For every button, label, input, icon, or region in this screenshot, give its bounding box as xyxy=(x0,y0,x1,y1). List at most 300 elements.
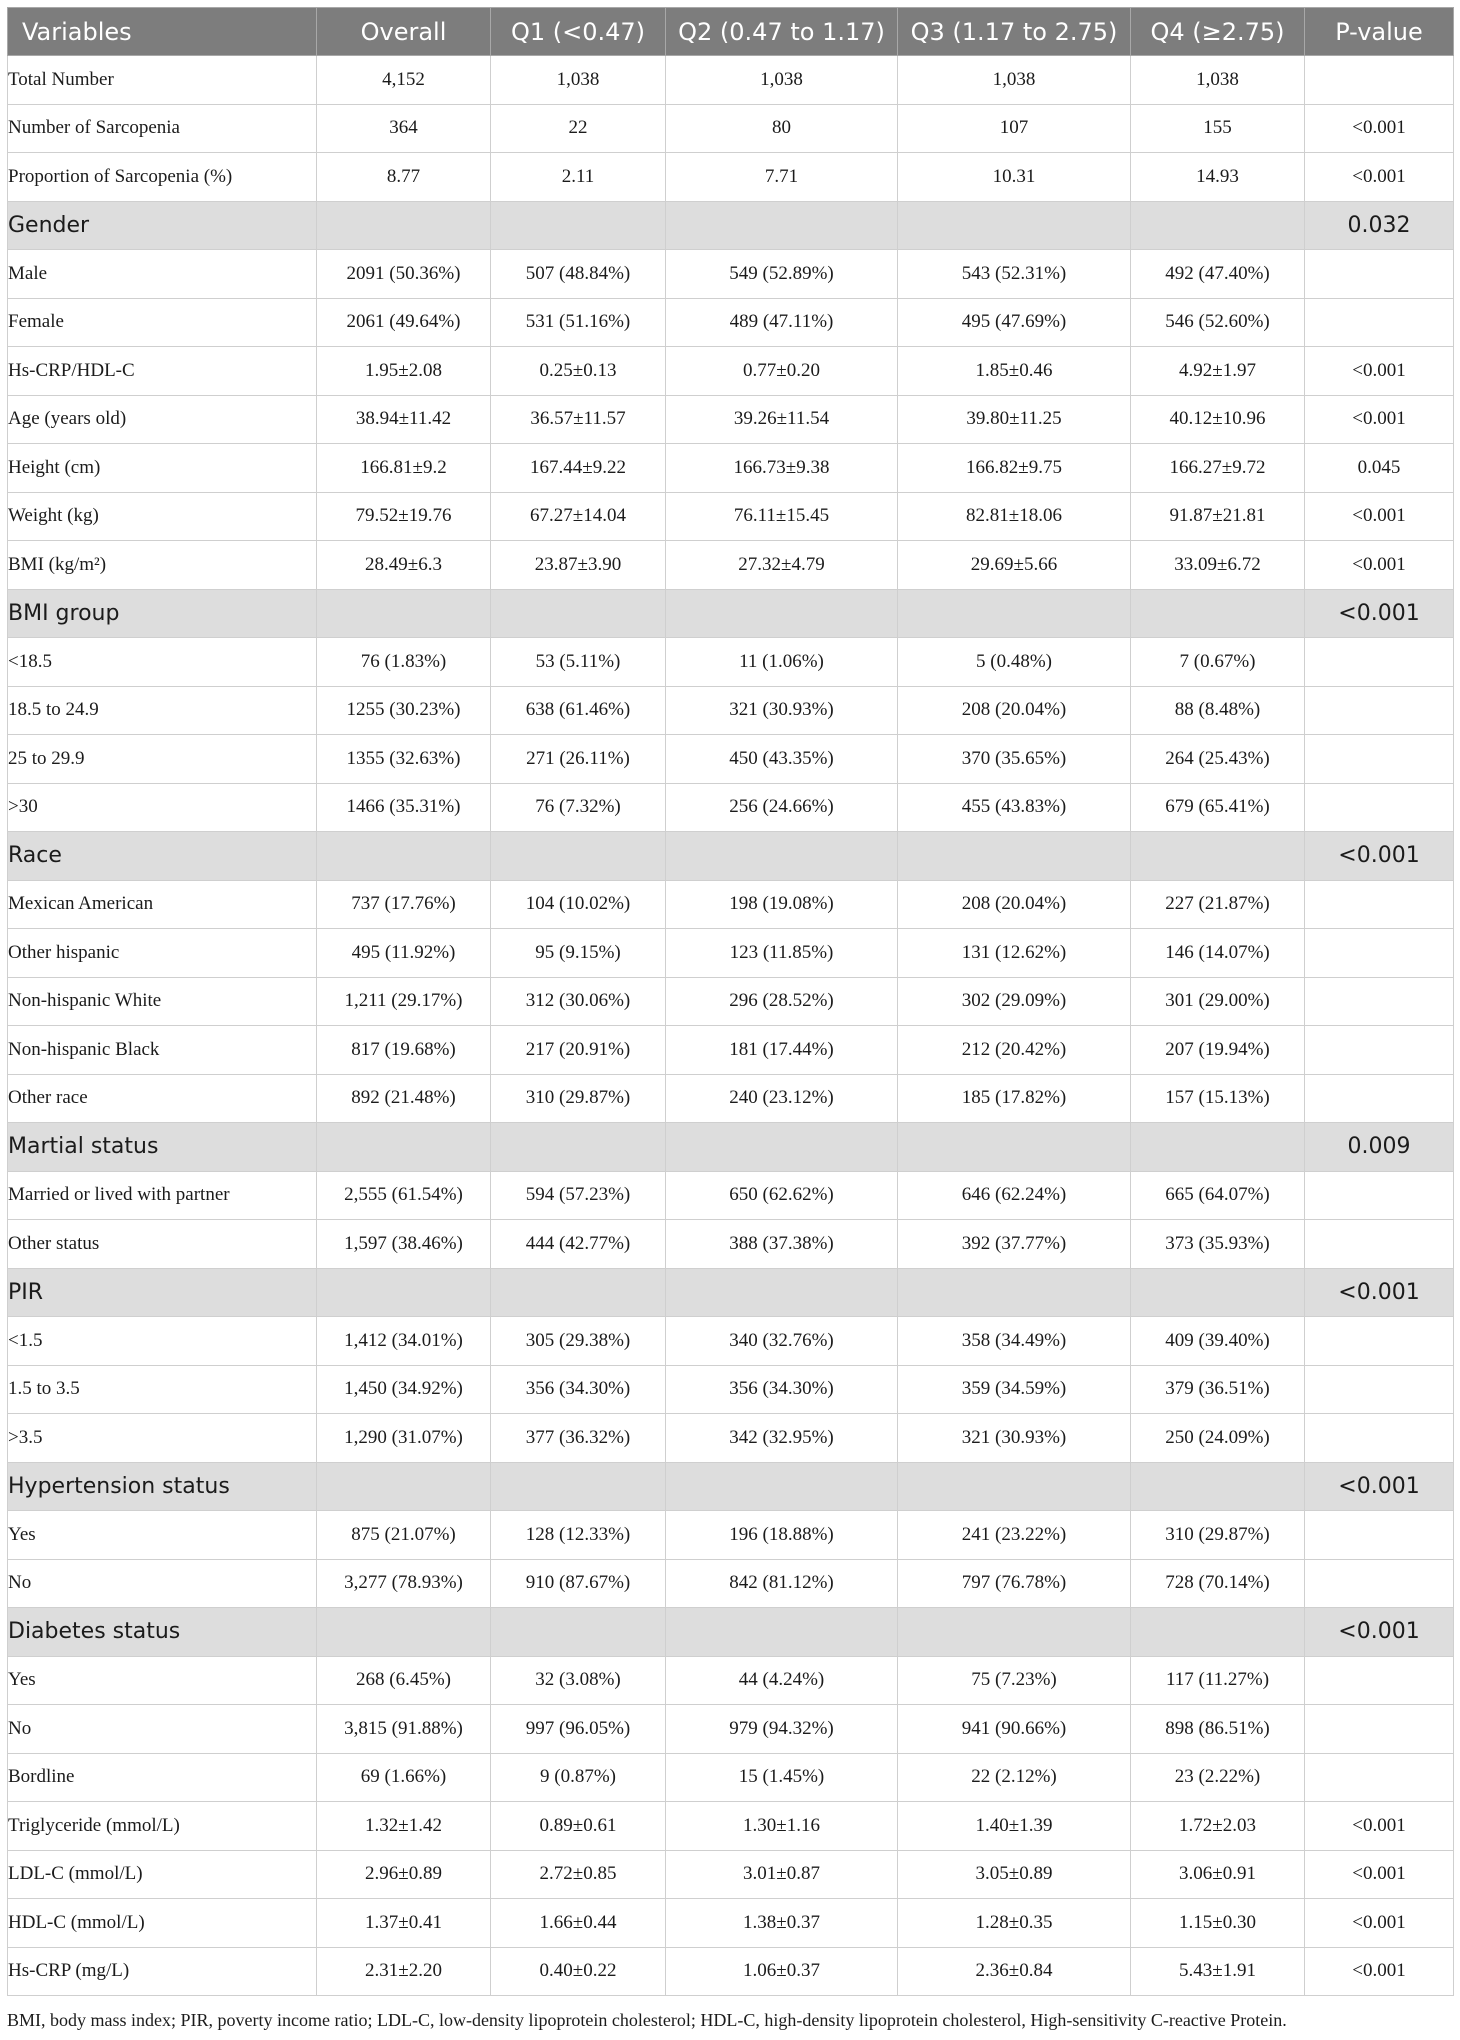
cell-p-value: <0.001 xyxy=(1305,589,1454,638)
table-row xyxy=(8,56,1454,105)
table-row xyxy=(8,1317,1454,1366)
table-row xyxy=(8,395,1454,444)
table-row xyxy=(8,444,1454,493)
cell-q4: 665 (64.07%) xyxy=(1131,1171,1305,1220)
cell-p-value xyxy=(1305,1074,1454,1123)
cell-q3: 370 (35.65%) xyxy=(898,735,1131,784)
cell-q4: 310 (29.87%) xyxy=(1131,1511,1305,1560)
cell-q2: 3.01±0.87 xyxy=(666,1850,898,1899)
table-row xyxy=(8,1899,1454,1948)
cell-overall: 817 (19.68%) xyxy=(317,1026,491,1075)
cell-q2 xyxy=(666,201,898,250)
cell-q1: 305 (29.38%) xyxy=(491,1317,666,1366)
cell-q4: 146 (14.07%) xyxy=(1131,929,1305,978)
cell-overall: 268 (6.45%) xyxy=(317,1656,491,1705)
table-header-row xyxy=(8,8,1454,56)
cell-q4: 14.93 xyxy=(1131,153,1305,202)
cell-q1: 638 (61.46%) xyxy=(491,686,666,735)
cell-variable: Other race xyxy=(8,1074,317,1123)
cell-q1: 444 (42.77%) xyxy=(491,1220,666,1269)
table-body xyxy=(8,56,1454,1996)
cell-variable: <1.5 xyxy=(8,1317,317,1366)
cell-q4 xyxy=(1131,1462,1305,1511)
cell-variable: >3.5 xyxy=(8,1414,317,1463)
cell-p-value xyxy=(1305,298,1454,347)
cell-q4: 227 (21.87%) xyxy=(1131,880,1305,929)
cell-q2: 44 (4.24%) xyxy=(666,1656,898,1705)
cell-q4: 207 (19.94%) xyxy=(1131,1026,1305,1075)
cell-q2: 198 (19.08%) xyxy=(666,880,898,929)
cell-q1: 997 (96.05%) xyxy=(491,1705,666,1754)
header-q4: Q4 (≥2.75) xyxy=(1131,8,1305,56)
cell-q2 xyxy=(666,1608,898,1657)
cell-q1 xyxy=(491,201,666,250)
table-footnote: BMI, body mass index; PIR, poverty income ratio; LDL-C, low-density lipoprotein cholesterol; HDL-C, high-density lipoprotein cholesterol, High-sensitivity C-reactive Protein. xyxy=(7,2010,1287,2030)
cell-p-value: 0.045 xyxy=(1305,444,1454,493)
cell-overall: 79.52±19.76 xyxy=(317,492,491,541)
cell-q2 xyxy=(666,1268,898,1317)
cell-overall: 69 (1.66%) xyxy=(317,1753,491,1802)
cell-q1: 217 (20.91%) xyxy=(491,1026,666,1075)
header-q1: Q1 (<0.47) xyxy=(491,8,666,56)
cell-q2: 166.73±9.38 xyxy=(666,444,898,493)
group-header-row xyxy=(8,1608,1454,1657)
table-row xyxy=(8,347,1454,396)
cell-q1: 507 (48.84%) xyxy=(491,250,666,299)
cell-q4 xyxy=(1131,832,1305,881)
cell-q2: 1.30±1.16 xyxy=(666,1802,898,1851)
table-row xyxy=(8,1026,1454,1075)
cell-q3 xyxy=(898,1268,1131,1317)
cell-q1: 128 (12.33%) xyxy=(491,1511,666,1560)
cell-overall: 1,450 (34.92%) xyxy=(317,1365,491,1414)
cell-p-value xyxy=(1305,1317,1454,1366)
cell-q3: 5 (0.48%) xyxy=(898,638,1131,687)
cell-q4 xyxy=(1131,1608,1305,1657)
table-row xyxy=(8,1074,1454,1123)
cell-q4: 155 xyxy=(1131,104,1305,153)
cell-variable: Martial status xyxy=(8,1123,317,1172)
cell-q3: 75 (7.23%) xyxy=(898,1656,1131,1705)
cell-q1: 95 (9.15%) xyxy=(491,929,666,978)
table-row xyxy=(8,638,1454,687)
cell-overall: 1466 (35.31%) xyxy=(317,783,491,832)
cell-q4: 1,038 xyxy=(1131,56,1305,105)
cell-q1 xyxy=(491,1268,666,1317)
cell-q4: 492 (47.40%) xyxy=(1131,250,1305,299)
cell-p-value: <0.001 xyxy=(1305,832,1454,881)
cell-q1: 0.89±0.61 xyxy=(491,1802,666,1851)
cell-variable: Yes xyxy=(8,1656,317,1705)
cell-q3: 495 (47.69%) xyxy=(898,298,1131,347)
header-variables: Variables xyxy=(8,8,317,56)
table-row xyxy=(8,250,1454,299)
cell-p-value xyxy=(1305,686,1454,735)
cell-overall: 3,815 (91.88%) xyxy=(317,1705,491,1754)
table-row xyxy=(8,1656,1454,1705)
cell-q2: 27.32±4.79 xyxy=(666,541,898,590)
cell-q3: 358 (34.49%) xyxy=(898,1317,1131,1366)
cell-q4: 23 (2.22%) xyxy=(1131,1753,1305,1802)
cell-overall xyxy=(317,589,491,638)
cell-q3: 22 (2.12%) xyxy=(898,1753,1131,1802)
cell-q4: 728 (70.14%) xyxy=(1131,1559,1305,1608)
cell-p-value: <0.001 xyxy=(1305,1899,1454,1948)
cell-variable: Other status xyxy=(8,1220,317,1269)
cell-q3: 392 (37.77%) xyxy=(898,1220,1131,1269)
cell-q4: 373 (35.93%) xyxy=(1131,1220,1305,1269)
cell-variable: Triglyceride (mmol/L) xyxy=(8,1802,317,1851)
cell-q3: 941 (90.66%) xyxy=(898,1705,1131,1754)
cell-p-value xyxy=(1305,1753,1454,1802)
cell-overall xyxy=(317,1608,491,1657)
cell-overall: 2091 (50.36%) xyxy=(317,250,491,299)
cell-q3: 39.80±11.25 xyxy=(898,395,1131,444)
table-row xyxy=(8,1753,1454,1802)
cell-q2: 489 (47.11%) xyxy=(666,298,898,347)
cell-q2: 11 (1.06%) xyxy=(666,638,898,687)
cell-q2: 256 (24.66%) xyxy=(666,783,898,832)
cell-q4: 546 (52.60%) xyxy=(1131,298,1305,347)
cell-variable: 18.5 to 24.9 xyxy=(8,686,317,735)
cell-p-value: <0.001 xyxy=(1305,1947,1454,1996)
cell-variable: Race xyxy=(8,832,317,881)
cell-q4: 91.87±21.81 xyxy=(1131,492,1305,541)
cell-q3: 2.36±0.84 xyxy=(898,1947,1131,1996)
table-row xyxy=(8,686,1454,735)
cell-q4: 301 (29.00%) xyxy=(1131,977,1305,1026)
cell-q3: 646 (62.24%) xyxy=(898,1171,1131,1220)
cell-q4: 1.15±0.30 xyxy=(1131,1899,1305,1948)
cell-variable: PIR xyxy=(8,1268,317,1317)
cell-q2 xyxy=(666,832,898,881)
cell-q4: 7 (0.67%) xyxy=(1131,638,1305,687)
cell-overall xyxy=(317,201,491,250)
cell-q1: 2.11 xyxy=(491,153,666,202)
table-row xyxy=(8,541,1454,590)
cell-overall: 875 (21.07%) xyxy=(317,1511,491,1560)
table-row xyxy=(8,1365,1454,1414)
cell-variable: Age (years old) xyxy=(8,395,317,444)
cell-q1: 531 (51.16%) xyxy=(491,298,666,347)
cell-p-value: <0.001 xyxy=(1305,1850,1454,1899)
cell-q4: 157 (15.13%) xyxy=(1131,1074,1305,1123)
cell-p-value xyxy=(1305,250,1454,299)
table-row xyxy=(8,929,1454,978)
cell-q2: 39.26±11.54 xyxy=(666,395,898,444)
cell-q1: 271 (26.11%) xyxy=(491,735,666,784)
cell-q3: 29.69±5.66 xyxy=(898,541,1131,590)
cell-overall: 1,597 (38.46%) xyxy=(317,1220,491,1269)
cell-q4: 409 (39.40%) xyxy=(1131,1317,1305,1366)
cell-q3: 455 (43.83%) xyxy=(898,783,1131,832)
table-row xyxy=(8,153,1454,202)
cell-q1: 67.27±14.04 xyxy=(491,492,666,541)
cell-overall: 892 (21.48%) xyxy=(317,1074,491,1123)
cell-q2: 181 (17.44%) xyxy=(666,1026,898,1075)
cell-p-value xyxy=(1305,1656,1454,1705)
table-row xyxy=(8,1705,1454,1754)
header-q2: Q2 (0.47 to 1.17) xyxy=(666,8,898,56)
cell-overall: 166.81±9.2 xyxy=(317,444,491,493)
cell-q2 xyxy=(666,1462,898,1511)
cell-variable: 25 to 29.9 xyxy=(8,735,317,784)
cell-q3 xyxy=(898,832,1131,881)
cell-q4: 5.43±1.91 xyxy=(1131,1947,1305,1996)
cell-p-value xyxy=(1305,638,1454,687)
cell-p-value: <0.001 xyxy=(1305,492,1454,541)
cell-overall: 2,555 (61.54%) xyxy=(317,1171,491,1220)
cell-variable: Hs-CRP/HDL-C xyxy=(8,347,317,396)
cell-overall: 76 (1.83%) xyxy=(317,638,491,687)
cell-q3: 302 (29.09%) xyxy=(898,977,1131,1026)
cell-p-value: <0.001 xyxy=(1305,395,1454,444)
cell-q1: 9 (0.87%) xyxy=(491,1753,666,1802)
header-p-value: P-value xyxy=(1305,8,1454,56)
table-row xyxy=(8,1850,1454,1899)
cell-q4: 379 (36.51%) xyxy=(1131,1365,1305,1414)
table-row xyxy=(8,1559,1454,1608)
cell-q3: 543 (52.31%) xyxy=(898,250,1131,299)
group-header-row xyxy=(8,201,1454,250)
cell-overall xyxy=(317,1462,491,1511)
cell-variable: Height (cm) xyxy=(8,444,317,493)
cell-q2: 979 (94.32%) xyxy=(666,1705,898,1754)
cell-q1: 356 (34.30%) xyxy=(491,1365,666,1414)
cell-p-value: 0.032 xyxy=(1305,201,1454,250)
cell-q2: 321 (30.93%) xyxy=(666,686,898,735)
header-overall: Overall xyxy=(317,8,491,56)
cell-overall: 2.31±2.20 xyxy=(317,1947,491,1996)
cell-q3: 1.28±0.35 xyxy=(898,1899,1131,1948)
cell-variable: Other hispanic xyxy=(8,929,317,978)
cell-q1: 310 (29.87%) xyxy=(491,1074,666,1123)
cell-variable: Female xyxy=(8,298,317,347)
group-header-row xyxy=(8,1462,1454,1511)
cell-overall: 1.37±0.41 xyxy=(317,1899,491,1948)
cell-p-value xyxy=(1305,1026,1454,1075)
cell-variable: Hs-CRP (mg/L) xyxy=(8,1947,317,1996)
header-q3: Q3 (1.17 to 2.75) xyxy=(898,8,1131,56)
cell-q4: 88 (8.48%) xyxy=(1131,686,1305,735)
cell-q1 xyxy=(491,1608,666,1657)
cell-q4: 40.12±10.96 xyxy=(1131,395,1305,444)
cell-overall: 3,277 (78.93%) xyxy=(317,1559,491,1608)
cell-q2: 7.71 xyxy=(666,153,898,202)
cell-q3 xyxy=(898,1608,1131,1657)
cell-q3: 321 (30.93%) xyxy=(898,1414,1131,1463)
cell-variable: Married or lived with partner xyxy=(8,1171,317,1220)
cell-q2: 196 (18.88%) xyxy=(666,1511,898,1560)
cell-p-value xyxy=(1305,735,1454,784)
cell-q1: 377 (36.32%) xyxy=(491,1414,666,1463)
cell-overall: 38.94±11.42 xyxy=(317,395,491,444)
cell-q3: 359 (34.59%) xyxy=(898,1365,1131,1414)
cell-q2: 342 (32.95%) xyxy=(666,1414,898,1463)
cell-q3 xyxy=(898,1462,1131,1511)
cell-q3: 1,038 xyxy=(898,56,1131,105)
cell-p-value xyxy=(1305,1414,1454,1463)
cell-q3: 1.85±0.46 xyxy=(898,347,1131,396)
cell-q2: 1.06±0.37 xyxy=(666,1947,898,1996)
cell-q1: 76 (7.32%) xyxy=(491,783,666,832)
cell-q4: 4.92±1.97 xyxy=(1131,347,1305,396)
cell-q2: 296 (28.52%) xyxy=(666,977,898,1026)
cell-variable: Hypertension status xyxy=(8,1462,317,1511)
cell-variable: Male xyxy=(8,250,317,299)
cell-q2: 240 (23.12%) xyxy=(666,1074,898,1123)
cell-q1: 167.44±9.22 xyxy=(491,444,666,493)
cell-q2: 388 (37.38%) xyxy=(666,1220,898,1269)
cell-variable: Yes xyxy=(8,1511,317,1560)
table-row xyxy=(8,1171,1454,1220)
cell-q3: 82.81±18.06 xyxy=(898,492,1131,541)
cell-q3: 3.05±0.89 xyxy=(898,1850,1131,1899)
cell-p-value xyxy=(1305,1559,1454,1608)
cell-q2: 842 (81.12%) xyxy=(666,1559,898,1608)
cell-p-value xyxy=(1305,1705,1454,1754)
table-row xyxy=(8,1802,1454,1851)
cell-overall: 1.95±2.08 xyxy=(317,347,491,396)
cell-overall: 1,211 (29.17%) xyxy=(317,977,491,1026)
cell-q3: 212 (20.42%) xyxy=(898,1026,1131,1075)
cell-q3 xyxy=(898,1123,1131,1172)
cell-q4 xyxy=(1131,1123,1305,1172)
cell-p-value xyxy=(1305,1171,1454,1220)
cell-p-value xyxy=(1305,1511,1454,1560)
cell-q2: 450 (43.35%) xyxy=(666,735,898,784)
cell-p-value: <0.001 xyxy=(1305,1268,1454,1317)
cell-q1: 32 (3.08%) xyxy=(491,1656,666,1705)
table-row xyxy=(8,735,1454,784)
cell-q4: 3.06±0.91 xyxy=(1131,1850,1305,1899)
cell-variable: >30 xyxy=(8,783,317,832)
cell-q1: 23.87±3.90 xyxy=(491,541,666,590)
cell-q1: 0.40±0.22 xyxy=(491,1947,666,1996)
cell-p-value: <0.001 xyxy=(1305,1608,1454,1657)
cell-p-value xyxy=(1305,929,1454,978)
cell-q4 xyxy=(1131,1268,1305,1317)
cell-variable: BMI (kg/m²) xyxy=(8,541,317,590)
cell-overall: 1.32±1.42 xyxy=(317,1802,491,1851)
cell-overall: 8.77 xyxy=(317,153,491,202)
cell-q3: 185 (17.82%) xyxy=(898,1074,1131,1123)
cell-q3: 797 (76.78%) xyxy=(898,1559,1131,1608)
cell-p-value xyxy=(1305,880,1454,929)
cell-q3: 1.40±1.39 xyxy=(898,1802,1131,1851)
cell-q1: 2.72±0.85 xyxy=(491,1850,666,1899)
cell-variable: Non-hispanic White xyxy=(8,977,317,1026)
table-row xyxy=(8,492,1454,541)
cell-q4: 166.27±9.72 xyxy=(1131,444,1305,493)
cell-overall: 1,412 (34.01%) xyxy=(317,1317,491,1366)
cell-variable: Non-hispanic Black xyxy=(8,1026,317,1075)
cell-q2 xyxy=(666,589,898,638)
cell-q3: 241 (23.22%) xyxy=(898,1511,1131,1560)
cell-q1 xyxy=(491,832,666,881)
table-row xyxy=(8,1220,1454,1269)
cell-p-value: <0.001 xyxy=(1305,1462,1454,1511)
cell-q1: 1.66±0.44 xyxy=(491,1899,666,1948)
group-header-row xyxy=(8,589,1454,638)
cell-variable: Number of Sarcopenia xyxy=(8,104,317,153)
cell-overall: 28.49±6.3 xyxy=(317,541,491,590)
cell-variable: 1.5 to 3.5 xyxy=(8,1365,317,1414)
cell-q1: 36.57±11.57 xyxy=(491,395,666,444)
group-header-row xyxy=(8,1123,1454,1172)
cell-q4: 898 (86.51%) xyxy=(1131,1705,1305,1754)
cell-p-value xyxy=(1305,783,1454,832)
cell-variable: Total Number xyxy=(8,56,317,105)
cell-q1: 1,038 xyxy=(491,56,666,105)
cell-q4: 1.72±2.03 xyxy=(1131,1802,1305,1851)
cell-q3: 208 (20.04%) xyxy=(898,686,1131,735)
table-row xyxy=(8,1947,1454,1996)
cell-p-value: <0.001 xyxy=(1305,104,1454,153)
cell-q4: 33.09±6.72 xyxy=(1131,541,1305,590)
cell-q1: 594 (57.23%) xyxy=(491,1171,666,1220)
cell-q2: 650 (62.62%) xyxy=(666,1171,898,1220)
cell-variable: Mexican American xyxy=(8,880,317,929)
cell-variable: No xyxy=(8,1705,317,1754)
table-row xyxy=(8,1414,1454,1463)
cell-variable: Gender xyxy=(8,201,317,250)
cell-q2: 123 (11.85%) xyxy=(666,929,898,978)
cell-variable: <18.5 xyxy=(8,638,317,687)
cell-overall: 2.96±0.89 xyxy=(317,1850,491,1899)
cell-q2: 1,038 xyxy=(666,56,898,105)
group-header-row xyxy=(8,832,1454,881)
cell-q4 xyxy=(1131,589,1305,638)
cell-q4: 679 (65.41%) xyxy=(1131,783,1305,832)
cell-overall: 364 xyxy=(317,104,491,153)
table-row xyxy=(8,104,1454,153)
cell-q3: 166.82±9.75 xyxy=(898,444,1131,493)
cell-overall: 737 (17.76%) xyxy=(317,880,491,929)
cell-q3: 131 (12.62%) xyxy=(898,929,1131,978)
cell-q2: 356 (34.30%) xyxy=(666,1365,898,1414)
cell-q3: 208 (20.04%) xyxy=(898,880,1131,929)
cell-q2: 549 (52.89%) xyxy=(666,250,898,299)
cell-p-value: 0.009 xyxy=(1305,1123,1454,1172)
cell-q1: 53 (5.11%) xyxy=(491,638,666,687)
cell-q3 xyxy=(898,589,1131,638)
cell-p-value: <0.001 xyxy=(1305,347,1454,396)
cell-p-value xyxy=(1305,977,1454,1026)
cell-variable: Weight (kg) xyxy=(8,492,317,541)
cell-overall xyxy=(317,1268,491,1317)
cell-q1: 910 (87.67%) xyxy=(491,1559,666,1608)
cell-q1 xyxy=(491,1123,666,1172)
table-row xyxy=(8,298,1454,347)
cell-overall: 1355 (32.63%) xyxy=(317,735,491,784)
cell-q4: 250 (24.09%) xyxy=(1131,1414,1305,1463)
table-row xyxy=(8,880,1454,929)
cell-overall: 495 (11.92%) xyxy=(317,929,491,978)
baseline-characteristics-table xyxy=(7,7,1454,1996)
cell-variable: Diabetes status xyxy=(8,1608,317,1657)
cell-q1: 312 (30.06%) xyxy=(491,977,666,1026)
cell-q3: 107 xyxy=(898,104,1131,153)
cell-overall: 2061 (49.64%) xyxy=(317,298,491,347)
cell-q2: 15 (1.45%) xyxy=(666,1753,898,1802)
cell-q3: 10.31 xyxy=(898,153,1131,202)
cell-q4 xyxy=(1131,201,1305,250)
group-header-row xyxy=(8,1268,1454,1317)
cell-q2 xyxy=(666,1123,898,1172)
table-row xyxy=(8,1511,1454,1560)
table-row xyxy=(8,783,1454,832)
